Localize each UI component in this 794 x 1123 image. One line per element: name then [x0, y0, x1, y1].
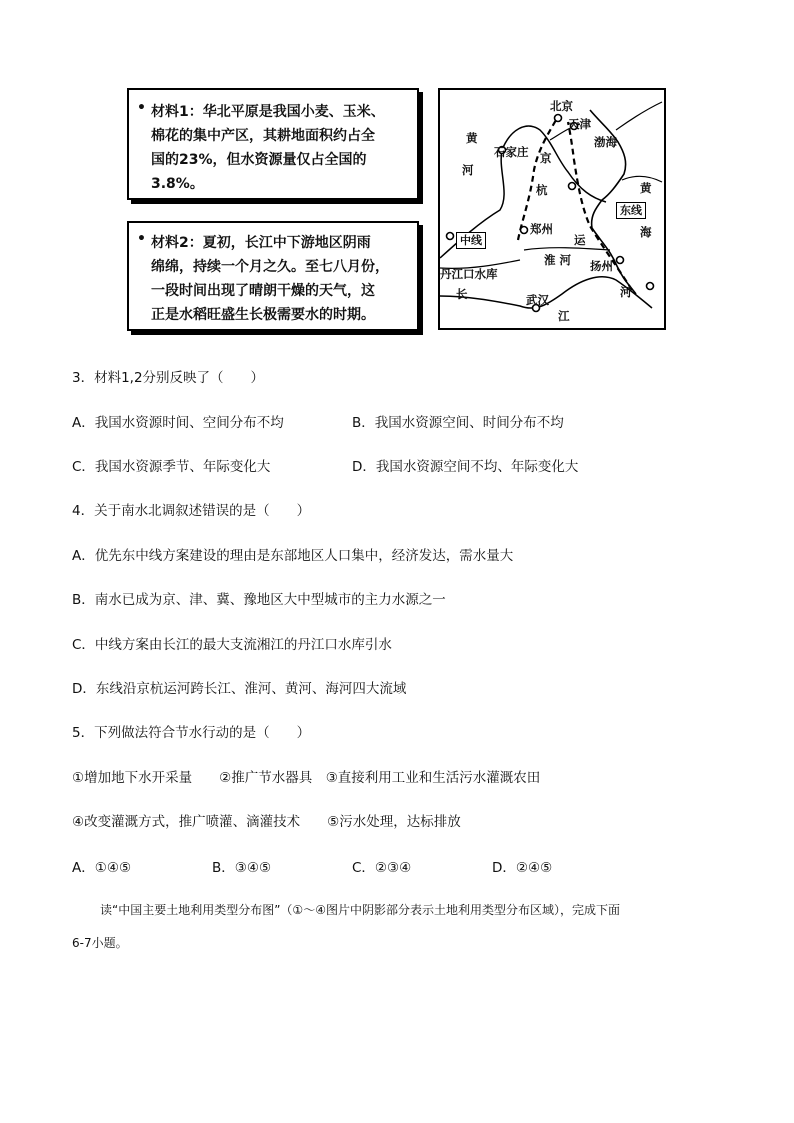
map-label-huaihe: 淮 河 — [544, 253, 572, 267]
map-label-zhengzhou: 郑州 — [530, 222, 553, 236]
map-label-hai: 海 — [640, 225, 652, 239]
question-3-option-c: C．我国水资源季节、年际变化大 — [72, 459, 271, 475]
question-4-option-b: B．南水已成为京、津、冀、豫地区大中型城市的主力水源之一 — [72, 592, 446, 608]
material-2-line: 材料2：夏初，长江中下游地区阴雨 — [151, 235, 371, 251]
question-5-option-b: B．③④⑤ — [212, 860, 272, 876]
map-label-beijing: 北京 — [550, 99, 573, 113]
map-label-jiang: 江 — [558, 309, 570, 323]
question-3-option-d: D．我国水资源空间不均、年际变化大 — [352, 459, 579, 475]
question-5-option-c: C．②③④ — [352, 860, 412, 876]
question-5-option-a: A．①④⑤ — [72, 860, 132, 876]
map-label-huang: 黄 — [466, 131, 478, 145]
bullet: • — [137, 100, 146, 116]
question-5-stem: 5．下列做法符合节水行动的是（ ） — [72, 725, 311, 741]
question-4-option-d: D．东线沿京杭运河跨长江、淮河、黄河、海河四大流域 — [72, 681, 407, 697]
material-2-line: 绵绵，持续一个月之久。至七八月份， — [151, 259, 389, 275]
map-label-bohai: 渤海 — [594, 135, 617, 149]
material-1-line: 棉花的集中产区，其耕地面积约占全 — [151, 128, 375, 144]
bullet: • — [137, 231, 146, 247]
material-1-line: 国的23%，但水资源量仅占全国的 — [151, 152, 367, 168]
material-2-box — [127, 221, 419, 331]
map-label-chang: 长 — [456, 287, 468, 301]
map-label-shijiazhuang: 石家庄 — [494, 145, 529, 159]
map-label-he: 河 — [462, 163, 474, 177]
map-label-huang-sea: 黄 — [640, 181, 652, 195]
question-4-stem: 4．关于南水北调叙述错误的是（ ） — [72, 503, 311, 519]
map-label-east-route: 东线 — [616, 202, 646, 219]
material-2-line: 正是水稻旺盛生长极需要水的时期。 — [151, 307, 375, 323]
map-label-jing: 京 — [540, 151, 552, 165]
map-label-middle-route: 中线 — [456, 232, 486, 249]
question-4-option-a: A．优先东中线方案建设的理由是东部地区人口集中，经济发达，需水量大 — [72, 548, 514, 564]
south-north-water-diversion-map — [438, 88, 666, 330]
material-2-line: 一段时间出现了晴朗干燥的天气，这 — [151, 283, 375, 299]
section-intro-line-1: 读“中国主要土地利用类型分布图”（①～④图片中阴影部分表示土地利用类型分布区域），完成下面 — [100, 903, 620, 917]
material-1-box — [127, 88, 419, 200]
material-1-line: 材料1：华北平原是我国小麦、玉米、 — [151, 104, 385, 120]
question-5-items-line-1: ①增加地下水开采量 ②推广节水器具 ③直接利用工业和生活污水灌溉农田 — [72, 770, 541, 786]
question-3-option-a: A．我国水资源时间、空间分布不均 — [72, 415, 284, 431]
question-5-option-d: D．②④⑤ — [492, 860, 553, 876]
question-4-option-c: C．中线方案由长江的最大支流湘江的丹江口水库引水 — [72, 637, 392, 653]
question-3-stem: 3．材料1,2分别反映了（ ） — [72, 370, 265, 386]
map-label-yun: 运 — [574, 233, 586, 247]
question-3-option-b: B．我国水资源空间、时间分布不均 — [352, 415, 564, 431]
map-label-he-south: 河 — [620, 285, 632, 299]
map-label-hang: 杭 — [536, 183, 548, 197]
map-label-tianjin: 天津 — [568, 117, 591, 131]
map-label-wuhan: 武汉 — [526, 293, 549, 307]
question-5-items-line-2: ④改变灌溉方式，推广喷灌、滴灌技术 ⑤污水处理，达标排放 — [72, 814, 461, 830]
material-1-line: 3.8%。 — [151, 176, 204, 192]
map-label-yangzhou: 扬州 — [590, 259, 613, 273]
section-intro-line-2: 6-7小题。 — [72, 936, 128, 950]
map-label-danjiangkou: 丹江口水库 — [440, 267, 498, 281]
